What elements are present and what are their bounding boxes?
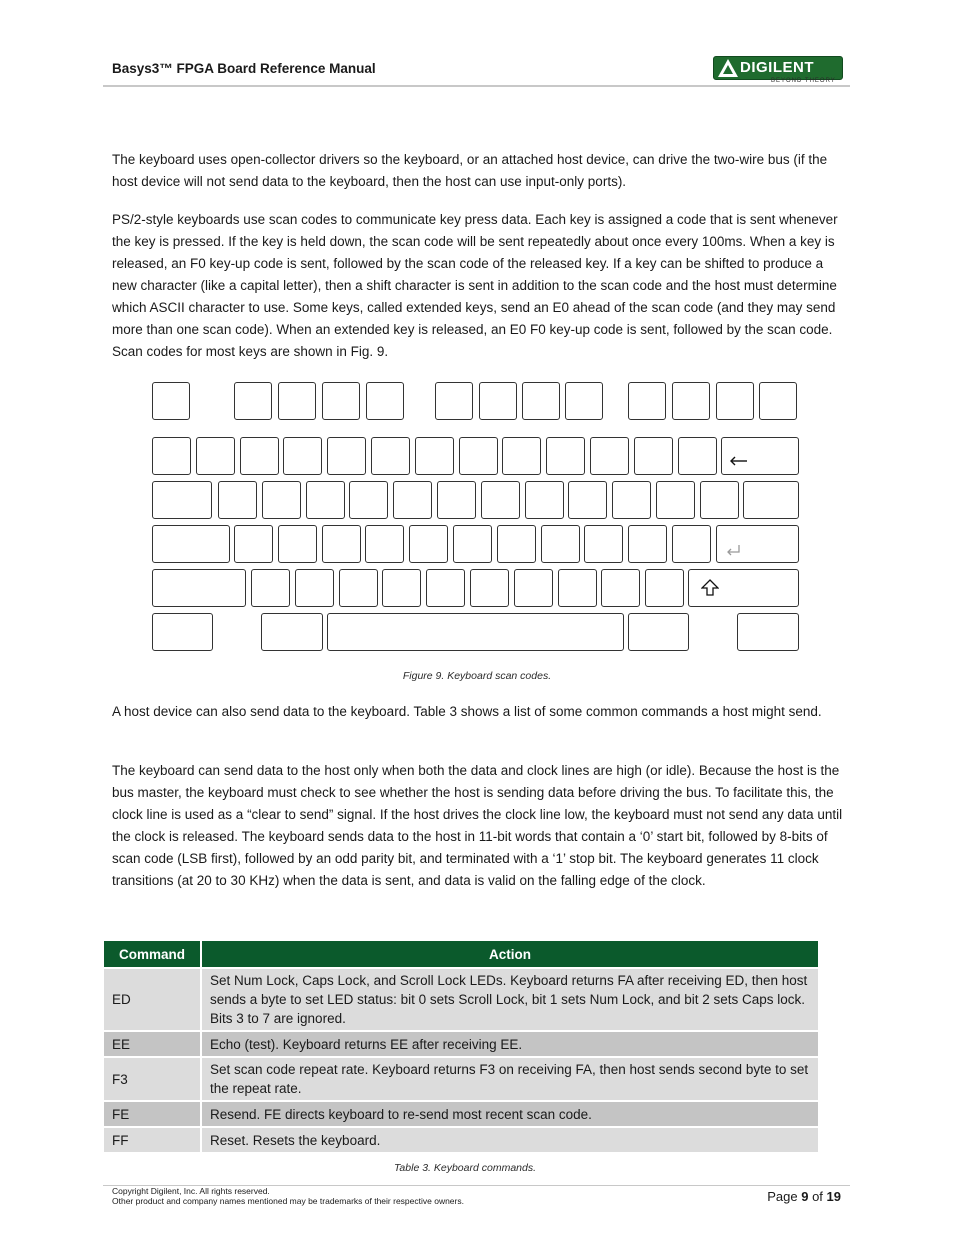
keyboard-key	[327, 437, 366, 475]
action-cell: Resend. FE directs keyboard to re-send most recent scan code.	[202, 1100, 818, 1126]
keyboard-key	[393, 481, 432, 519]
page-label: Page	[767, 1189, 798, 1204]
keyboard-key	[470, 569, 509, 607]
keyboard-key	[453, 525, 492, 563]
keyboard-key	[546, 437, 585, 475]
keyboard-key	[409, 525, 448, 563]
keyboard-key	[371, 437, 410, 475]
header-divider	[103, 85, 850, 87]
keyboard-key	[322, 525, 361, 563]
digilent-logo	[713, 56, 841, 86]
footer-copyright	[112, 1186, 464, 1206]
page-total: 19	[826, 1189, 841, 1204]
keyboard-key	[479, 382, 517, 420]
keyboard-key	[196, 437, 235, 475]
keyboard-key	[601, 569, 640, 607]
logo-tagline: BEYOND THEORY	[771, 78, 836, 84]
trademark-line: Other product and company names mentioned may be trademarks of their respective owners.	[112, 1196, 464, 1206]
keyboard-key	[743, 481, 799, 519]
action-cell: Echo (test). Keyboard returns EE after receiving EE.	[202, 1030, 818, 1056]
command-cell: EE	[104, 1030, 202, 1056]
keyboard-key	[426, 569, 465, 607]
keyboard-key	[568, 481, 607, 519]
paragraph-scan-codes: PS/2-style keyboards use scan codes to communicate key press data. Each key is assigned a code that is sent whenever the key is pressed. If the key is held down, the scan code will be sent repeatedly about once every 100ms. When a key is released, an F0 key-up code is sent, followed by the scan code of the released key. If a key can be shifted to produce a new character (like a capital letter), then a shift character is sent in addition to the scan code and the host must determine which ASCII character to use. Some keys, called extended keys, send an E0 ahead of the scan code (and they may send more than one scan code). When an extended key is released, an E0 F0 key-up code is sent, followed by the scan code. Scan codes for most keys are shown in Fig. 9.	[112, 212, 838, 359]
keyboard-key	[327, 613, 624, 651]
keyboard-key	[716, 382, 754, 420]
keyboard-key	[459, 437, 498, 475]
keyboard-key	[584, 525, 623, 563]
paragraph-keyboard-send: The keyboard can send data to the host only when both the data and clock lines are high (or idle). Because the host is the bus master, the keyboard must check to see whether the host is sending data before driving the bus. To facilitate this, the clock line is used as a “clear to send” signal. If the host drives the clock line low, the keyboard must not send any data until the clock is released. The keyboard sends data to the host in 11-bit words that contain a ‘0’ start bit, followed by 8-bits of scan code (LSB first), followed by an odd parity bit, and terminated with a ‘1’ stop bit. The keyboard generates 11 clock transitions (at 20 to 30 KHz) when the data is sent, and data is valid on the falling edge of the clock.	[112, 763, 843, 888]
keyboard-key	[514, 569, 553, 607]
keyboard-key	[656, 481, 695, 519]
keyboard-key	[721, 437, 799, 475]
keyboard-key	[152, 481, 212, 519]
keyboard-key	[628, 613, 689, 651]
keyboard-key	[152, 382, 190, 420]
keyboard-key	[481, 481, 520, 519]
document-title: Basys3™ FPGA Board Reference Manual	[112, 61, 376, 76]
keyboard-key	[234, 525, 273, 563]
keyboard-key	[700, 481, 739, 519]
keyboard-key	[152, 525, 230, 563]
keyboard-key	[234, 382, 272, 420]
table-row	[104, 1100, 818, 1126]
keyboard-key	[251, 569, 290, 607]
keyboard-key	[349, 481, 388, 519]
keyboard-key	[645, 569, 684, 607]
keyboard-diagram	[150, 380, 802, 655]
keyboard-key	[322, 382, 360, 420]
keyboard-key	[678, 437, 717, 475]
paragraph-host-send: A host device can also send data to the keyboard. Table 3 shows a list of some common commands a host might send.	[112, 704, 822, 719]
keyboard-key	[435, 382, 473, 420]
keyboard-key	[688, 569, 799, 607]
page-of: of	[812, 1189, 823, 1204]
copyright-line: Copyright Digilent, Inc. All rights reserved.	[112, 1186, 270, 1196]
keyboard-key	[152, 569, 246, 607]
keyboard-key	[628, 525, 667, 563]
keyboard-key	[382, 569, 421, 607]
logo-badge	[713, 56, 843, 80]
keyboard-key	[415, 437, 454, 475]
paragraph-open-collector: The keyboard uses open-collector drivers so the keyboard, or an attached host device, can drive the two-wire bus (if the host device will not send data to the keyboard, then the host can use input-only ports).	[112, 152, 828, 189]
keyboard-key	[240, 437, 279, 475]
logo-text: DIGILENT	[740, 59, 814, 76]
keyboard-key	[541, 525, 580, 563]
table-header-row	[104, 941, 818, 967]
keyboard-key	[497, 525, 536, 563]
command-cell: FE	[104, 1100, 202, 1126]
keyboard-key	[152, 437, 191, 475]
keyboard-key	[737, 613, 799, 651]
keyboard-key	[634, 437, 673, 475]
keyboard-key	[525, 481, 564, 519]
keyboard-key	[590, 437, 629, 475]
enter-arrow-icon	[725, 544, 741, 556]
page-number	[767, 1189, 841, 1204]
keyboard-key	[437, 481, 476, 519]
keyboard-key	[759, 382, 797, 420]
keyboard-key	[261, 613, 323, 651]
keyboard-key	[283, 437, 322, 475]
shift-arrow-icon	[701, 579, 719, 597]
command-cell: ED	[104, 967, 202, 1030]
keyboard-key	[558, 569, 597, 607]
action-cell: Set scan code repeat rate. Keyboard returns F3 on receiving FA, then host sends second byte to set the repeat rate.	[202, 1056, 818, 1100]
keyboard-key	[502, 437, 541, 475]
keyboard-key	[522, 382, 560, 420]
keyboard-key	[152, 613, 213, 651]
keyboard-key	[339, 569, 378, 607]
table-caption: Table 3. Keyboard commands.	[393, 1162, 537, 1174]
keyboard-key	[295, 569, 334, 607]
keyboard-key	[716, 525, 799, 563]
action-cell: Set Num Lock, Caps Lock, and Scroll Lock LEDs. Keyboard returns FA after receiving ED, then host sends a byte to set LED status: bit 0 sets Scroll Lock, bit 1 sets Num Lock, and bit 2 sets Caps lock. Bits 3 to 7 are ignored.	[202, 967, 818, 1030]
commands-table	[104, 941, 818, 1152]
header-command: Command	[104, 941, 202, 967]
page-current: 9	[801, 1189, 809, 1204]
logo-a-icon	[717, 58, 739, 78]
header-action: Action	[202, 941, 818, 967]
table-row	[104, 967, 818, 1030]
keyboard-key	[672, 525, 711, 563]
keyboard-key	[262, 481, 301, 519]
command-cell: FF	[104, 1126, 202, 1152]
action-cell: Reset. Resets the keyboard.	[202, 1126, 818, 1152]
keyboard-key	[612, 481, 651, 519]
table-row	[104, 1126, 818, 1152]
keyboard-key	[672, 382, 710, 420]
figure-caption: Figure 9. Keyboard scan codes.	[402, 670, 552, 682]
keyboard-key	[218, 481, 257, 519]
keyboard-key	[365, 525, 404, 563]
keyboard-key	[278, 382, 316, 420]
keyboard-key	[366, 382, 404, 420]
keyboard-key	[306, 481, 345, 519]
command-cell: F3	[104, 1056, 202, 1100]
backspace-arrow-icon	[728, 456, 748, 466]
table-row	[104, 1056, 818, 1100]
table-row	[104, 1030, 818, 1056]
keyboard-key	[278, 525, 317, 563]
keyboard-key	[565, 382, 603, 420]
keyboard-key	[628, 382, 666, 420]
